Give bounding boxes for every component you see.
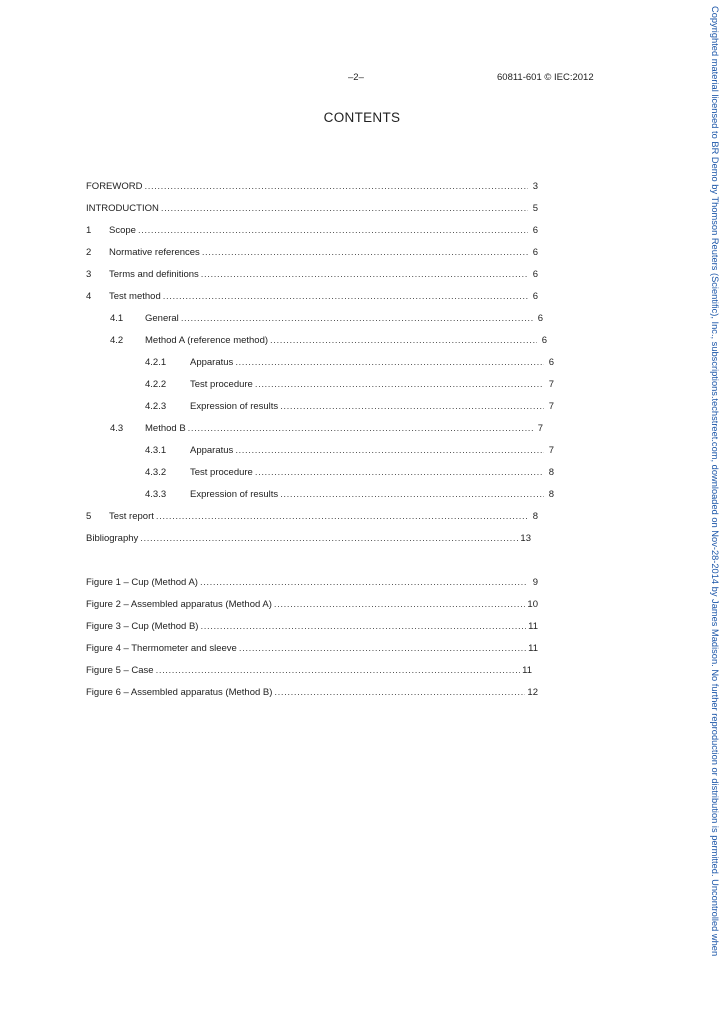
figure-list-entry[interactable] <box>86 664 532 677</box>
dot-leader <box>235 356 544 369</box>
toc-entry[interactable] <box>110 334 547 347</box>
figure-list-entry-title: Figure 6 – Assembled apparatus (Method B) <box>86 687 273 698</box>
figure-list-entry-title: Figure 4 – Thermometer and sleeve <box>86 643 237 654</box>
document-id: 60811-601 © IEC:2012 <box>497 72 594 83</box>
toc-entry-page-number: 6 <box>532 291 538 302</box>
dot-leader <box>156 664 521 677</box>
toc-section-number: 4.2 <box>110 335 124 346</box>
toc-entry-title: Bibliography <box>86 533 139 544</box>
figure-list-entry-page-number: 11 <box>528 621 538 632</box>
toc-entry-title: Test method <box>109 291 161 302</box>
figure-list-entry-page-number: 11 <box>528 643 538 654</box>
figure-list-entry-title: Figure 5 – Case <box>86 665 154 676</box>
dot-leader <box>270 334 537 347</box>
toc-section-number: 4.3.3 <box>145 489 167 500</box>
dot-leader <box>161 202 528 215</box>
dot-leader <box>239 642 526 655</box>
figure-list-entry-page-number: 9 <box>532 577 538 588</box>
dot-leader <box>144 180 528 193</box>
figure-list-entry-title: Figure 1 – Cup (Method A) <box>86 577 198 588</box>
toc-entry[interactable] <box>86 290 538 303</box>
dot-leader <box>200 620 526 633</box>
dot-leader <box>202 246 528 259</box>
dot-leader <box>188 422 533 435</box>
toc-entry-page-number: 8 <box>548 489 554 500</box>
dot-leader <box>235 444 544 457</box>
toc-entry-title: FOREWORD <box>86 181 143 192</box>
figure-list-entry[interactable] <box>86 598 538 611</box>
toc-entry-title: Test procedure <box>190 467 253 478</box>
toc-section-number: 3 <box>86 269 92 280</box>
toc-entry[interactable] <box>145 444 554 457</box>
dot-leader <box>140 532 518 545</box>
toc-section-number: 5 <box>86 511 92 522</box>
toc-entry[interactable] <box>145 378 554 391</box>
figure-list-entry[interactable] <box>86 686 538 699</box>
dot-leader <box>156 510 528 523</box>
toc-entry-page-number: 7 <box>548 401 554 412</box>
toc-entry-page-number: 6 <box>548 357 554 368</box>
toc-entry-page-number: 6 <box>537 313 543 324</box>
toc-entry-page-number: 8 <box>548 467 554 478</box>
toc-section-number: 1 <box>86 225 92 236</box>
toc-entry[interactable] <box>145 400 554 413</box>
dot-leader <box>274 686 525 699</box>
toc-entry[interactable] <box>86 246 538 259</box>
toc-entry-page-number: 6 <box>532 247 538 258</box>
dot-leader <box>280 488 544 501</box>
dot-leader <box>274 598 526 611</box>
figure-list-entry[interactable] <box>86 576 538 589</box>
toc-entry-title: INTRODUCTION <box>86 203 159 214</box>
toc-entry-title: Scope <box>109 225 136 236</box>
figure-list-entry-page-number: 11 <box>522 665 532 676</box>
toc-entry[interactable] <box>86 268 538 281</box>
toc-entry-title: Expression of results <box>190 489 279 500</box>
toc-section-number: 4.1 <box>110 313 124 324</box>
figure-list-entry-page-number: 12 <box>527 687 538 698</box>
toc-entry-page-number: 6 <box>541 335 547 346</box>
toc-entry-page-number: 3 <box>532 181 538 192</box>
page-header <box>0 72 724 86</box>
toc-entry[interactable] <box>86 180 538 193</box>
toc-entry-title: Terms and definitions <box>109 269 199 280</box>
toc-entry-page-number: 6 <box>532 269 538 280</box>
toc-entry[interactable] <box>86 224 538 237</box>
toc-entry-title: Method B <box>145 423 186 434</box>
toc-section-number: 4.2.3 <box>145 401 167 412</box>
toc-entry-page-number: 7 <box>548 379 554 390</box>
dot-leader <box>138 224 528 237</box>
toc-entry[interactable] <box>86 510 538 523</box>
toc-entry[interactable] <box>110 422 543 435</box>
dot-leader <box>255 378 544 391</box>
toc-section-number: 4.2.2 <box>145 379 167 390</box>
figure-list-entry[interactable] <box>86 620 538 633</box>
dot-leader <box>200 576 528 589</box>
dot-leader <box>280 400 544 413</box>
figure-list-entry-title: Figure 2 – Assembled apparatus (Method A) <box>86 599 272 610</box>
toc-entry-page-number: 8 <box>532 511 538 522</box>
toc-section-number: 4.3.2 <box>145 467 167 478</box>
toc-entry-title: Test report <box>109 511 154 522</box>
figure-list-entry[interactable] <box>86 642 538 655</box>
contents-title: CONTENTS <box>323 110 401 125</box>
toc-section-number: 4.2.1 <box>145 357 167 368</box>
dot-leader <box>163 290 528 303</box>
toc-entry[interactable] <box>145 488 554 501</box>
toc-section-number: 4.3 <box>110 423 124 434</box>
toc-section-number: 4.3.1 <box>145 445 167 456</box>
figure-list-entry-page-number: 10 <box>527 599 538 610</box>
toc-entry[interactable] <box>145 356 554 369</box>
toc-entry-title: Expression of results <box>190 401 279 412</box>
toc-entry-title: Test procedure <box>190 379 253 390</box>
toc-entry-title: Method A (reference method) <box>145 335 269 346</box>
toc-section-number: 2 <box>86 247 92 258</box>
dot-leader <box>255 466 544 479</box>
toc-entry-page-number: 13 <box>520 533 531 544</box>
toc-entry[interactable] <box>110 312 543 325</box>
toc-entry-title: Apparatus <box>190 445 234 456</box>
toc-entry[interactable] <box>86 532 531 545</box>
toc-entry[interactable] <box>86 202 538 215</box>
toc-entry-page-number: 6 <box>532 225 538 236</box>
copyright-watermark: Copyrighted material licensed to BR Demo by Thomson Reuters (Scientific), Inc., subscriptions.techstreet.com, downloaded on Nov-28-2014 by James Madison. No further reproduction or distribution is permitted. Uncontrolled when <box>710 6 720 957</box>
toc-section-number: 4 <box>86 291 92 302</box>
toc-entry-page-number: 5 <box>532 203 538 214</box>
figure-list-entry-title: Figure 3 – Cup (Method B) <box>86 621 199 632</box>
dot-leader <box>181 312 533 325</box>
page-number: –2– <box>348 72 364 83</box>
toc-entry-title: General <box>145 313 179 324</box>
toc-entry-title: Normative references <box>109 247 200 258</box>
toc-entry-title: Apparatus <box>190 357 234 368</box>
dot-leader <box>201 268 528 281</box>
toc-entry-page-number: 7 <box>537 423 543 434</box>
toc-entry[interactable] <box>145 466 554 479</box>
toc-entry-page-number: 7 <box>548 445 554 456</box>
